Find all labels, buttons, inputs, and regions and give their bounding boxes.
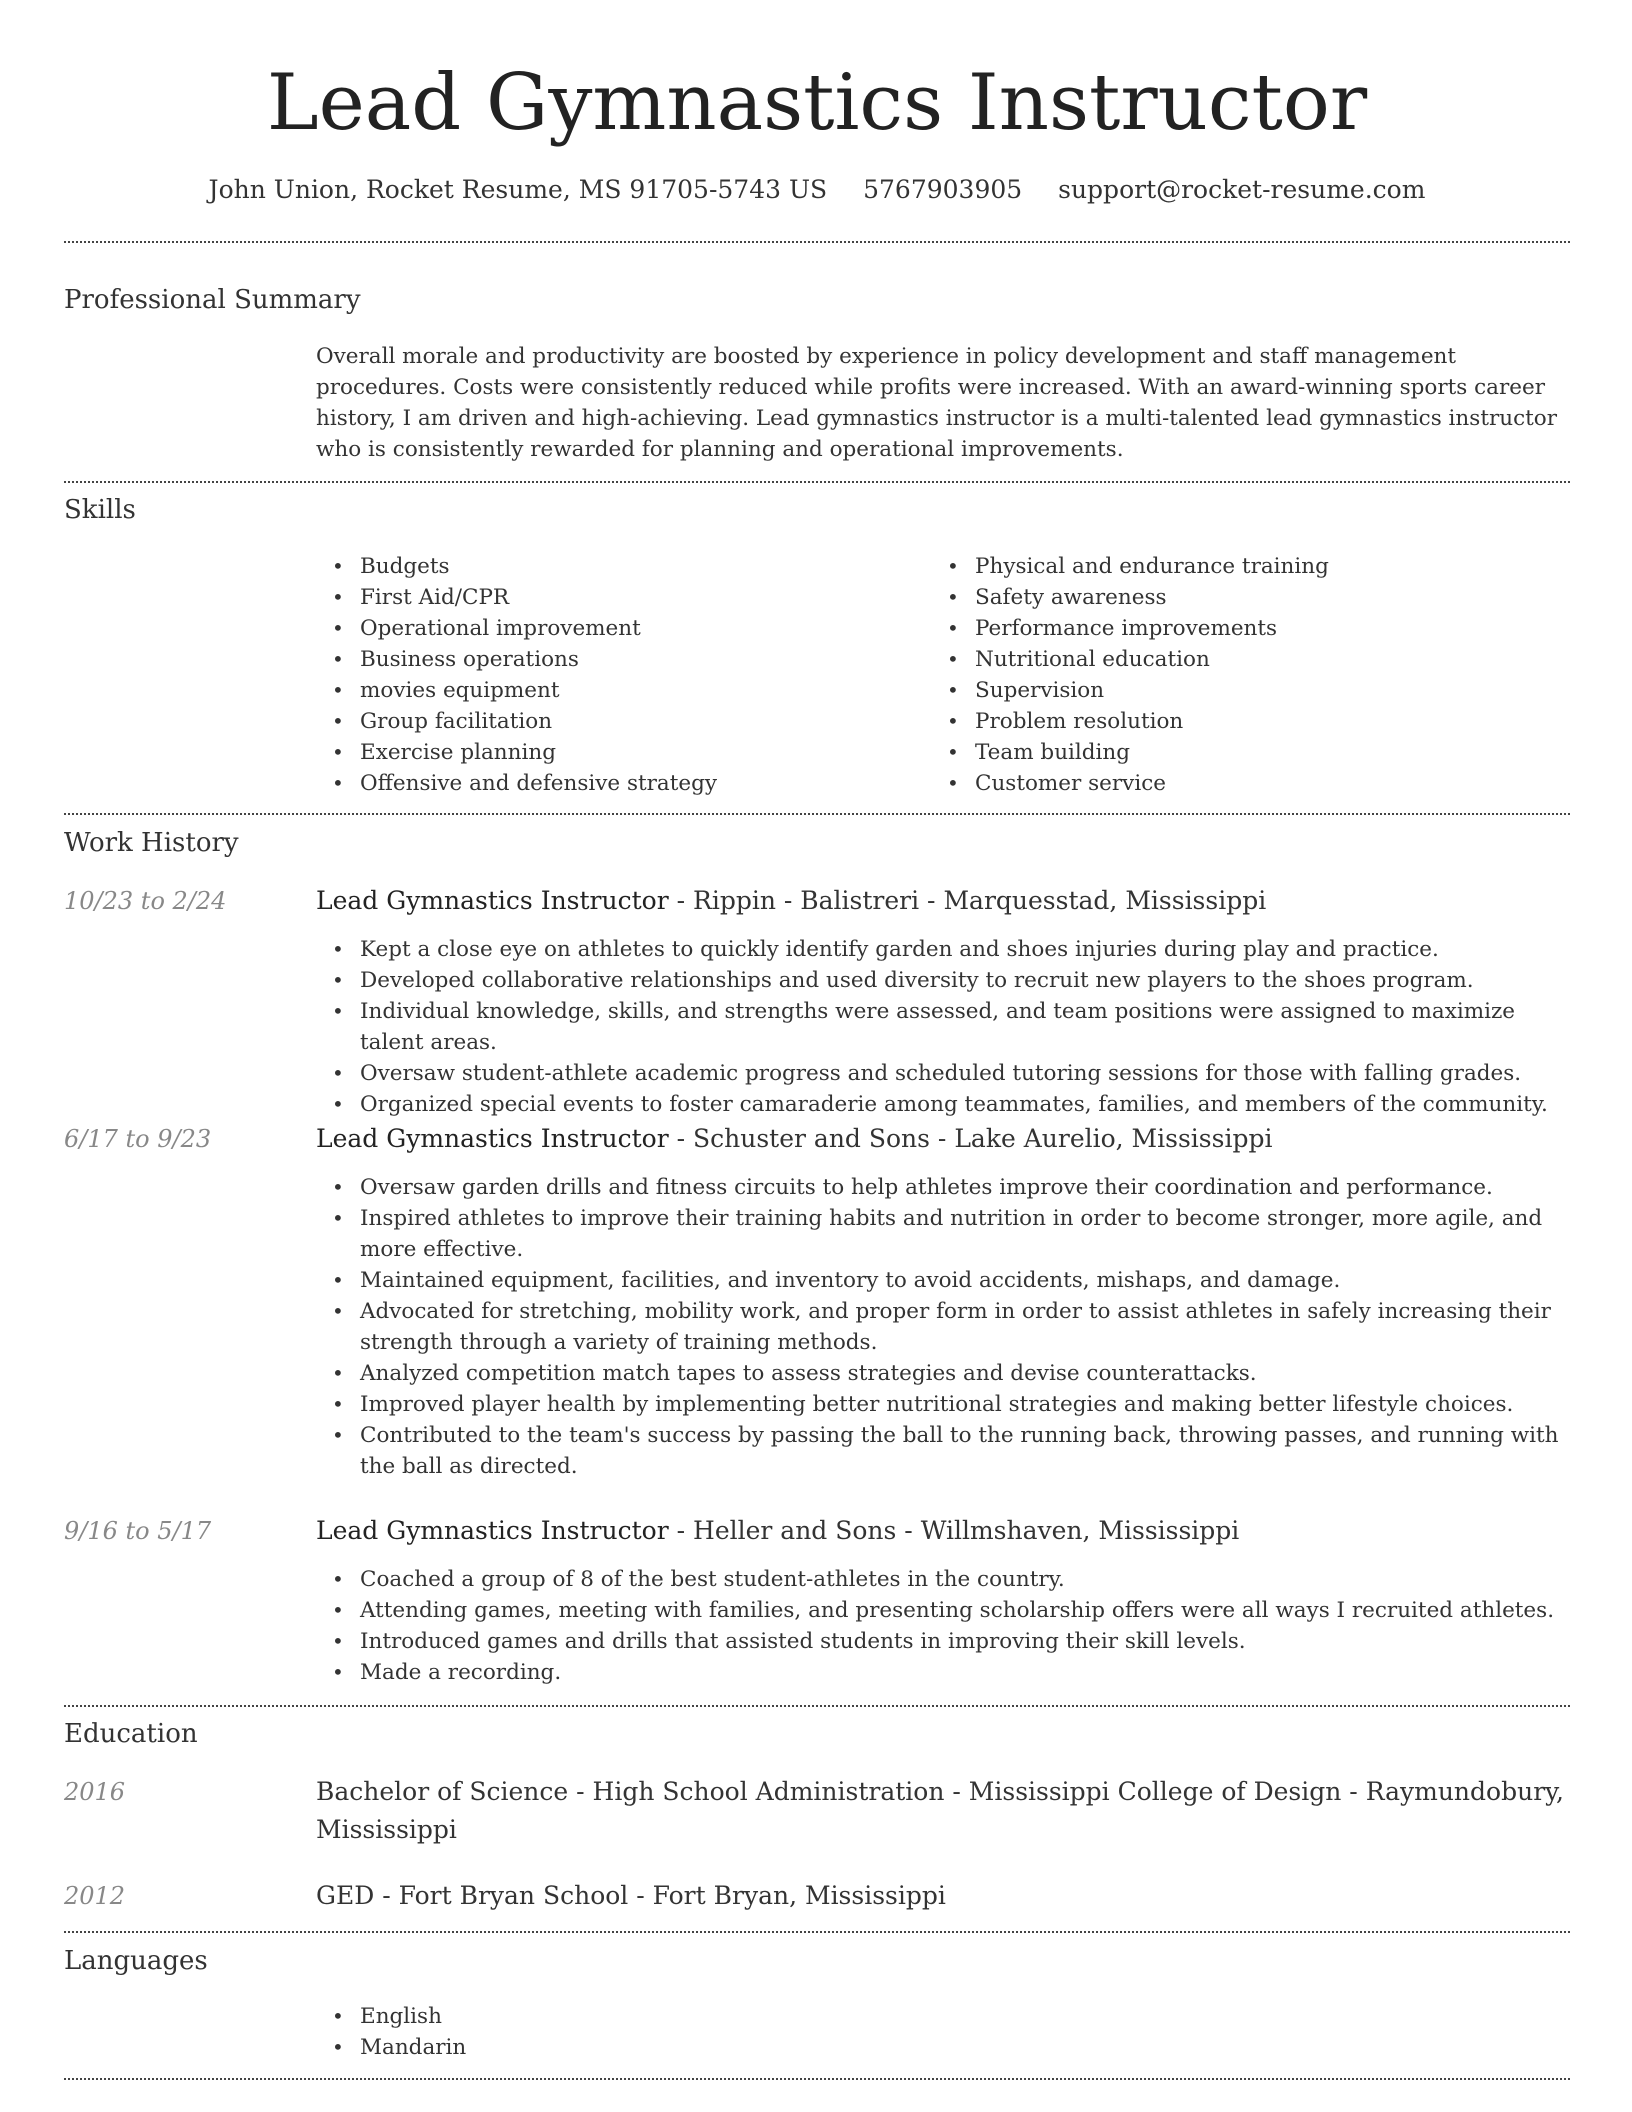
job-title: Lead Gymnastics Instructor [316,886,669,915]
job-details: - Schuster and Sons - Lake Aurelio, Mississippi [668,1124,1273,1153]
skill-item: • Offensive and defensive strategy [316,768,916,799]
contact-line [64,170,1570,210]
list-item: • Advocated for stretching, mobility work, and proper form in order to assist athletes in safely increasing their strength through a variety of training methods. [316,1296,1570,1358]
language-item: • Mandarin [316,2032,916,2063]
skill-item: • movies equipment [316,675,916,706]
skills-list-left [316,551,916,799]
job-heading [316,882,1568,920]
job-heading [316,1512,1568,1550]
skill-item: • Safety awareness [931,582,1561,613]
list-item: • Introduced games and drills that assisted students in improving their skill levels. [316,1626,1570,1657]
section-heading-languages: Languages [64,1946,208,1976]
summary-text: Overall morale and productivity are boosted by experience in policy development and staff management procedures. Costs were consistently reduced while profits were increased. With an award-winning sports career history, I am driven and high-achieving. Lead gymnastics instructor is a multi-talented lead gymnastics instructor who is consistently rewarded for planning and operational improvements. [316,344,1557,462]
contact-phone: 5767903905 [863,175,1023,204]
list-item: • Developed collaborative relationships and used diversity to recruit new players to the shoes program. [316,965,1570,996]
education-year: 2012 [64,1882,126,1910]
list-item: • Individual knowledge, skills, and strengths were assessed, and team positions were assigned to maximize talent areas. [316,996,1570,1058]
skill-item: • Performance improvements [931,613,1561,644]
list-item: • Organized special events to foster camaraderie among teammates, families, and members of the community. [316,1089,1570,1120]
skill-item: • Team building [931,737,1561,768]
divider [64,1705,1570,1707]
job-bullets [316,934,1570,1120]
skill-item: • Operational improvement [316,613,916,644]
skills-list-right [931,551,1561,799]
list-item: • Made a recording. [316,1657,1570,1688]
job-bullets [316,1172,1570,1482]
education-year: 2016 [64,1778,126,1806]
page-title: Lead Gymnastics Instructor [266,58,1368,148]
job-dates: 6/17 to 9/23 [64,1125,212,1153]
contact-email: support@rocket-resume.com [1058,175,1426,204]
list-item: • Oversaw student-athlete academic progress and scheduled tutoring sessions for those with falling grades. [316,1058,1570,1089]
skill-item: • Problem resolution [931,706,1561,737]
section-heading-education: Education [64,1719,198,1749]
divider [64,241,1570,243]
job-title: Lead Gymnastics Instructor [316,1516,669,1545]
divider [64,481,1570,483]
list-item: • Inspired athletes to improve their training habits and nutrition in order to become stronger, more agile, and more effective. [316,1203,1570,1265]
list-item: • Oversaw garden drills and fitness circuits to help athletes improve their coordination and performance. [316,1172,1570,1203]
list-item: • Attending games, meeting with families, and presenting scholarship offers were all ways I recruited athletes. [316,1595,1570,1626]
skill-item: • Physical and endurance training [931,551,1561,582]
section-heading-skills: Skills [64,495,136,525]
job-dates: 10/23 to 2/24 [64,887,227,915]
skill-item: • Customer service [931,768,1561,799]
education-entry: Bachelor of Science - High School Administration - Mississippi College of Design - Raymundobury, Mississippi [316,1777,1564,1844]
divider [64,1931,1570,1933]
job-heading [316,1120,1568,1158]
list-item: • Coached a group of 8 of the best student-athletes in the country. [316,1564,1570,1595]
skill-item: • Nutritional education [931,644,1561,675]
divider [64,813,1570,815]
divider [64,2078,1570,2080]
list-item: • Analyzed competition match tapes to assess strategies and devise counterattacks. [316,1358,1570,1389]
job-title: Lead Gymnastics Instructor [316,1124,669,1153]
language-item: • English [316,2001,916,2032]
skill-item: • First Aid/CPR [316,582,916,613]
list-item: • Contributed to the team's success by passing the ball to the running back, throwing passes, and running with the ball as directed. [316,1420,1570,1482]
job-details: - Heller and Sons - Willmshaven, Mississippi [668,1516,1240,1545]
contact-address: John Union, Rocket Resume, MS 91705-5743 US [208,175,828,204]
list-item: • Improved player health by implementing better nutritional strategies and making better lifestyle choices. [316,1389,1570,1420]
skill-item: • Budgets [316,551,916,582]
section-heading-work: Work History [64,828,239,858]
list-item: • Kept a close eye on athletes to quickly identify garden and shoes injuries during play and practice. [316,934,1570,965]
skill-item: • Group facilitation [316,706,916,737]
section-heading-summary: Professional Summary [64,285,361,315]
languages-list [316,2001,916,2063]
skill-item: • Supervision [931,675,1561,706]
job-bullets [316,1564,1570,1688]
job-dates: 9/16 to 5/17 [64,1517,212,1545]
list-item: • Maintained equipment, facilities, and inventory to avoid accidents, mishaps, and damage. [316,1265,1570,1296]
education-entry: GED - Fort Bryan School - Fort Bryan, Mississippi [316,1881,946,1910]
job-details: - Rippin - Balistreri - Marquesstad, Mississippi [668,886,1267,915]
skill-item: • Exercise planning [316,737,916,768]
skill-item: • Business operations [316,644,916,675]
